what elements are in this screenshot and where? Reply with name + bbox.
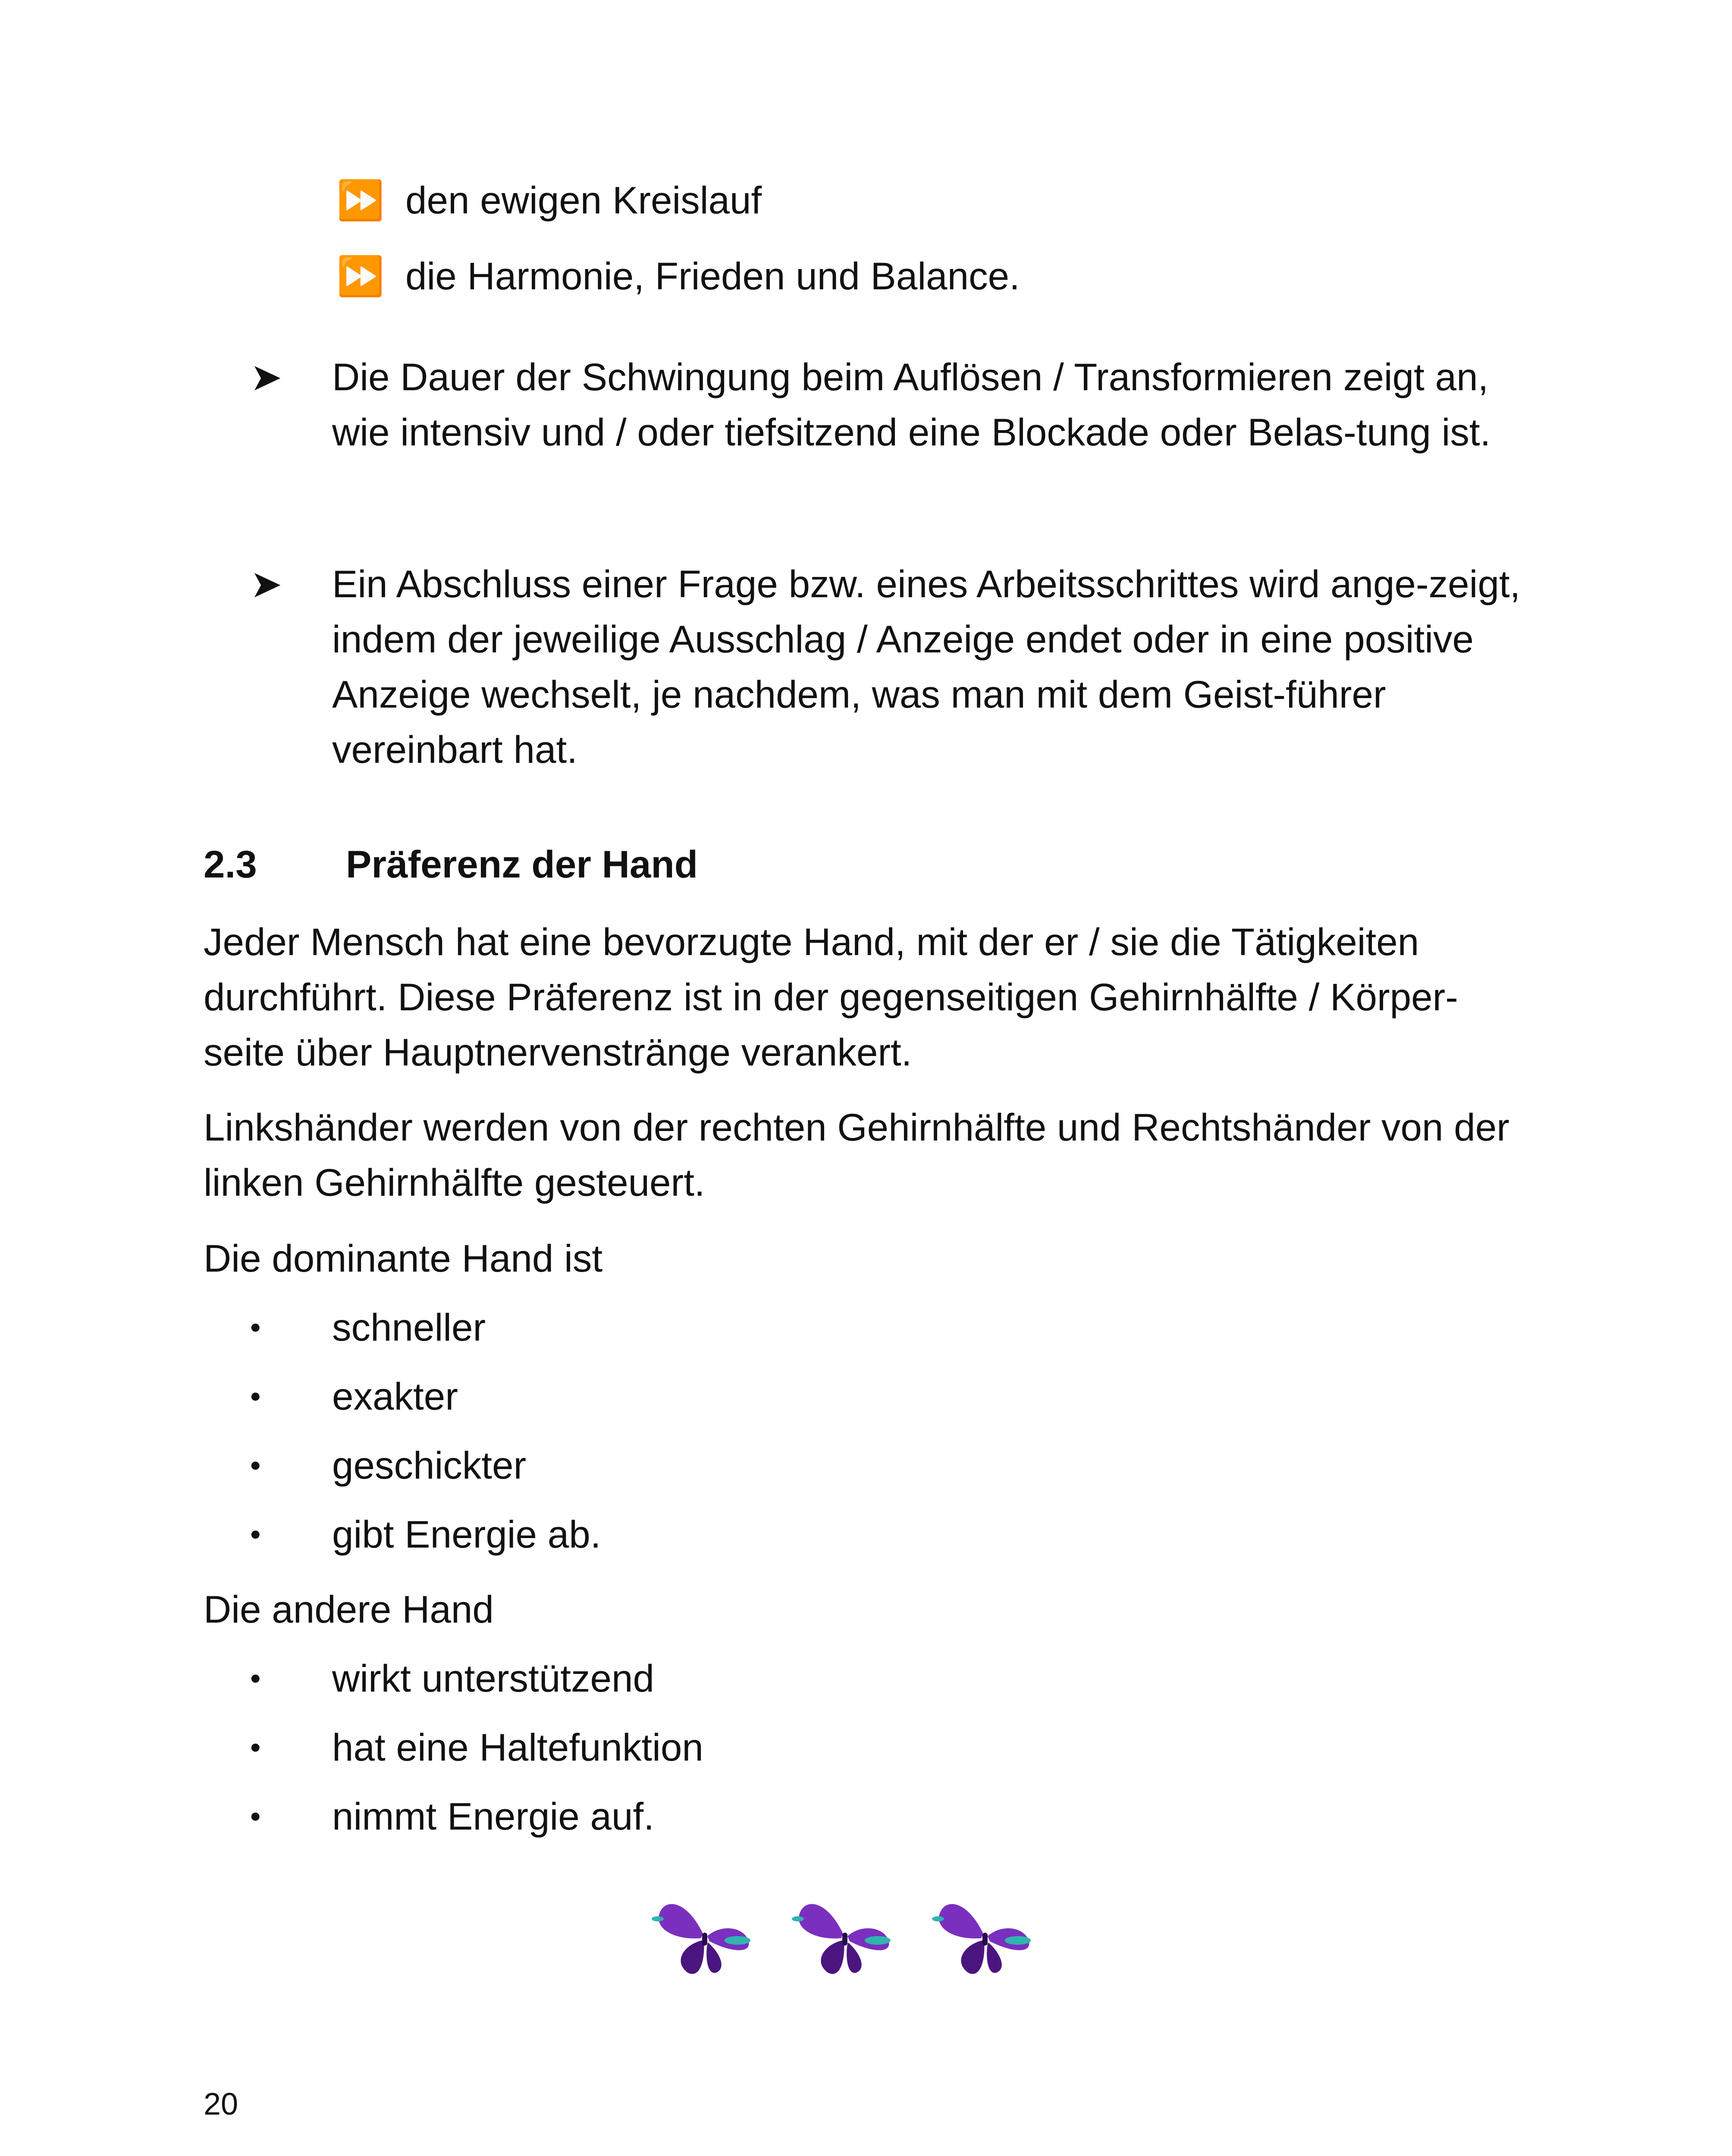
list-item-text: wirkt unterstützend [332,1657,654,1700]
list-item-text: nimmt Energie auf. [332,1795,654,1838]
list-item [250,1438,526,1493]
arrow-bullet-icon: ➤ [250,562,282,605]
list-item-text: exakter [332,1375,458,1418]
butterfly-decoration [647,1893,1042,1979]
paragraph: Jeder Mensch hat eine bevorzugte Hand, mit der er / sie die Tätigkeiten durchführt. Diese Präferenz ist in der gegenseitigen Gehirnhälfte / Körper-seite über Hauptnervenstränge verankert. [204,920,1458,1074]
list-item [250,1651,654,1706]
list-item [250,1720,703,1775]
list-item [250,1300,486,1355]
list-item [250,1507,601,1562]
arrow-bullet-icon: ➤ [250,355,282,398]
bullet-icon: • [250,1730,261,1764]
bullet-icon: • [250,1310,261,1344]
list-item [250,1369,458,1424]
list-item-text: schneller [332,1306,486,1349]
butterfly-icon [927,1893,1042,1979]
fast-forward-icon: ⏩ [336,179,384,222]
arrow-list-item [250,349,1527,460]
list-item-text: hat eine Haltefunktion [332,1726,703,1769]
bullet-icon: • [250,1661,261,1695]
list-item [250,1789,654,1844]
section-heading [204,837,698,892]
sub-list-item [336,172,762,228]
section-title: Präferenz der Hand [346,843,698,886]
bullet-icon: • [250,1517,261,1551]
bullet-icon: • [250,1379,261,1413]
butterfly-icon [647,1893,761,1979]
bullet-icon: • [250,1799,261,1833]
sub-list-item-text: den ewigen Kreislauf [405,179,762,222]
fast-forward-icon: ⏩ [336,254,384,298]
sub-list-item [336,248,1020,304]
paragraph: Linkshänder werden von der rechten Gehirnhälfte und Rechtshänder von der linken Gehirnhälfte gesteuert. [204,1106,1509,1204]
butterfly-icon [787,1893,901,1979]
list-item-text: geschickter [332,1444,527,1487]
sub-list-item-text: die Harmonie, Frieden und Balance. [405,254,1020,298]
arrow-list-item-text: Die Dauer der Schwingung beim Auflösen / Transformieren zeigt an, wie intensiv und / oder tiefsitzend eine Blockade oder Belas-tung ist. [332,355,1491,454]
list-item-text: gibt Energie ab. [332,1513,601,1556]
section-number: 2.3 [204,843,257,886]
page-number: 20 [204,2087,238,2122]
bullet-icon: • [250,1448,261,1482]
arrow-list-item-text: Ein Abschluss einer Frage bzw. eines Arbeitsschrittes wird ange-zeigt, indem der jeweilige Ausschlag / Anzeige endet oder in eine positive Anzeige wechselt, je nachdem, was man mit dem Geist-führer vereinbart hat. [332,562,1521,771]
paragraph: Die andere Hand [204,1588,494,1631]
arrow-list-item [250,556,1527,777]
paragraph: Die dominante Hand ist [204,1237,603,1280]
